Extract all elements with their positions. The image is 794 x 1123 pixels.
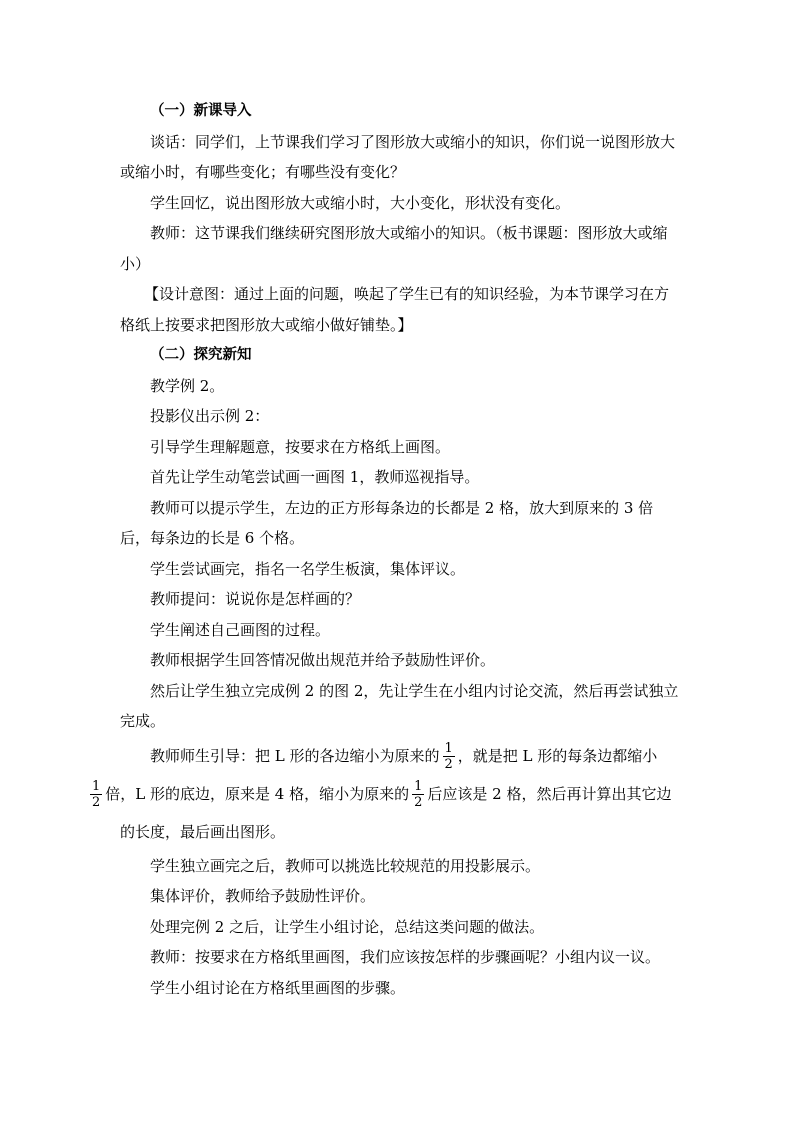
paragraph-independent: 然后让学生独立完成例 2 的图 2，先让学生在小组内讨论交流，然后再尝试独立完成。 [120, 681, 679, 730]
paragraph-summary: 处理完例 2 之后，让学生小组讨论，总结这类问题的做法。 [150, 917, 545, 936]
paragraph-teacher-topic: 教师：这节课我们继续研究图形放大或缩小的知识。（板书课题：图形放大或缩小） [120, 224, 668, 273]
paragraph-guide: 引导学生理解题意，按要求在方格纸上画图。 [150, 437, 451, 456]
paragraph-talk: 谈话：同学们，上节课我们学习了图形放大或缩小的知识，你们说一说图形放大或缩小时，有哪些变化；有哪些没有变化？ [120, 132, 676, 181]
paragraph-try-draw: 首先让学生动笔尝试画一画图 1，教师巡视指导。 [150, 468, 480, 486]
document-page [92, 96, 680, 1003]
paragraph-hint: 教师可以提示学生，左边的正方形每条边的长都是 2 格，放大到原来的 3 倍后，每条边的长是 6 个格。 [120, 498, 654, 547]
paragraph-student-explain: 学生阐述自己画图的过程。 [150, 620, 331, 639]
l-shape-text-2: ，就是把 L 形的每条边都缩小 [457, 746, 658, 765]
fraction-one-half: $\frac{1}{2}$ [444, 741, 453, 772]
paragraph-group-discuss: 学生小组讨论在方格纸里画图的步骤。 [150, 978, 406, 997]
paragraph-teacher-question: 教师提问：说说你是怎样画的？ [150, 590, 361, 608]
paragraph-design-intent: 【设计意图：通过上面的问题，唤起了学生已有的知识经验，为本节课学习在方格纸上按要求把图形放大或缩小做好铺垫。】 [120, 285, 670, 334]
l-shape-text-4: 后应该是 2 格，然后再计算出其它边的长度，最后画出图形。 [120, 784, 672, 841]
paragraph-board-demo: 学生尝试画完，指名一名学生板演，集体评议。 [150, 559, 466, 578]
fraction-one-half: $\frac{1}{2}$ [92, 779, 101, 810]
paragraph-collective-eval: 集体评价，教师给予鼓励性评价。 [150, 887, 376, 905]
section-heading-new-lesson-intro: （一）新课导入 [150, 103, 252, 119]
l-shape-text-1: 教师师生引导：把 L 形的各边缩小为原来的 [150, 746, 440, 765]
paragraph-teacher-steps: 教师：按要求在方格纸里画图，我们应该按怎样的步骤画呢？小组内议一议。 [150, 948, 661, 966]
paragraph-evaluation: 教师根据学生回答情况做出规范并给予鼓励性评价。 [150, 651, 496, 669]
paragraph-projection-show: 学生独立画完之后，教师可以挑选比较规范的用投影展示。 [150, 856, 541, 875]
paragraph-student-recall: 学生回忆，说出图形放大或缩小时，大小变化，形状没有变化。 [150, 193, 571, 212]
fraction-one-half: $\frac{1}{2}$ [414, 779, 423, 810]
paragraph-projector: 投影仪出示例 2： [150, 407, 270, 425]
paragraph-example-2: 教学例 2。 [150, 376, 225, 395]
section-heading-explore-new: （二）探究新知 [150, 347, 252, 363]
paragraph-l-shape-guide [92, 737, 680, 851]
l-shape-text-3: 倍，L 形的底边，原来是 4 格，缩小为原来的 [105, 784, 410, 803]
